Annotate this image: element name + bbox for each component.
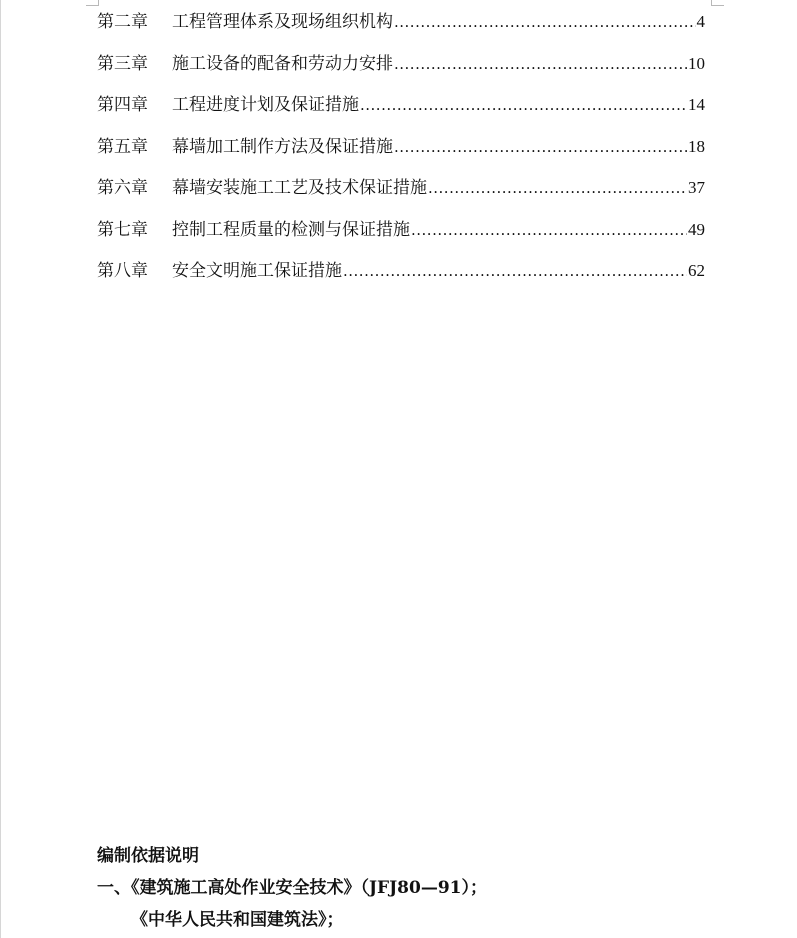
table-of-contents — [97, 10, 705, 301]
toc-dot-leader — [343, 259, 687, 283]
toc-chapter: 第五章 — [97, 136, 148, 157]
toc-entry[interactable] — [97, 93, 705, 135]
compilation-basis-section — [97, 843, 737, 938]
basis-item: 一、《建筑施工高处作业安全技术》（JFJ80—91）； — [97, 878, 487, 898]
toc-chapter: 第七章 — [97, 219, 148, 240]
basis-item: 《中华人民共和国建筑法》； — [131, 910, 344, 930]
toc-title: 控制工程质量的检测与保证措施 — [172, 219, 410, 240]
toc-page-number: 10 — [688, 53, 705, 73]
toc-title: 幕墙安装施工工艺及技术保证措施 — [172, 178, 427, 198]
section-heading: 编制依据说明 — [97, 846, 199, 866]
toc-entry[interactable] — [97, 52, 705, 94]
toc-entry[interactable] — [97, 176, 705, 218]
toc-entry[interactable] — [97, 218, 705, 260]
toc-title: 施工设备的配备和劳动力安排 — [172, 53, 393, 74]
toc-entry[interactable] — [97, 135, 705, 177]
toc-dot-leader — [394, 52, 687, 76]
toc-page-number: 14 — [688, 95, 705, 114]
toc-entry[interactable] — [97, 10, 705, 52]
toc-chapter: 第二章 — [97, 12, 148, 32]
toc-dot-leader — [428, 176, 687, 200]
toc-title: 安全文明施工保证措施 — [172, 261, 342, 281]
toc-page-number: 18 — [688, 136, 705, 156]
toc-page-number: 49 — [688, 219, 705, 239]
toc-chapter: 第八章 — [97, 261, 148, 281]
toc-title: 工程进度计划及保证措施 — [172, 95, 359, 115]
toc-dot-leader — [394, 135, 687, 159]
toc-page-number: 62 — [688, 261, 705, 280]
toc-dot-leader — [394, 10, 696, 34]
toc-chapter: 第三章 — [97, 53, 148, 74]
toc-entry[interactable] — [97, 259, 705, 301]
toc-page-number: 4 — [696, 12, 705, 31]
toc-title: 工程管理体系及现场组织机构 — [172, 12, 393, 32]
toc-dot-leader — [360, 93, 687, 117]
toc-page-number: 37 — [688, 178, 705, 197]
toc-dot-leader — [411, 218, 687, 242]
crop-mark-right — [711, 0, 724, 6]
toc-title: 幕墙加工制作方法及保证措施 — [172, 136, 393, 157]
toc-chapter: 第四章 — [97, 95, 148, 115]
toc-chapter: 第六章 — [97, 178, 148, 198]
crop-mark-left — [86, 0, 99, 6]
